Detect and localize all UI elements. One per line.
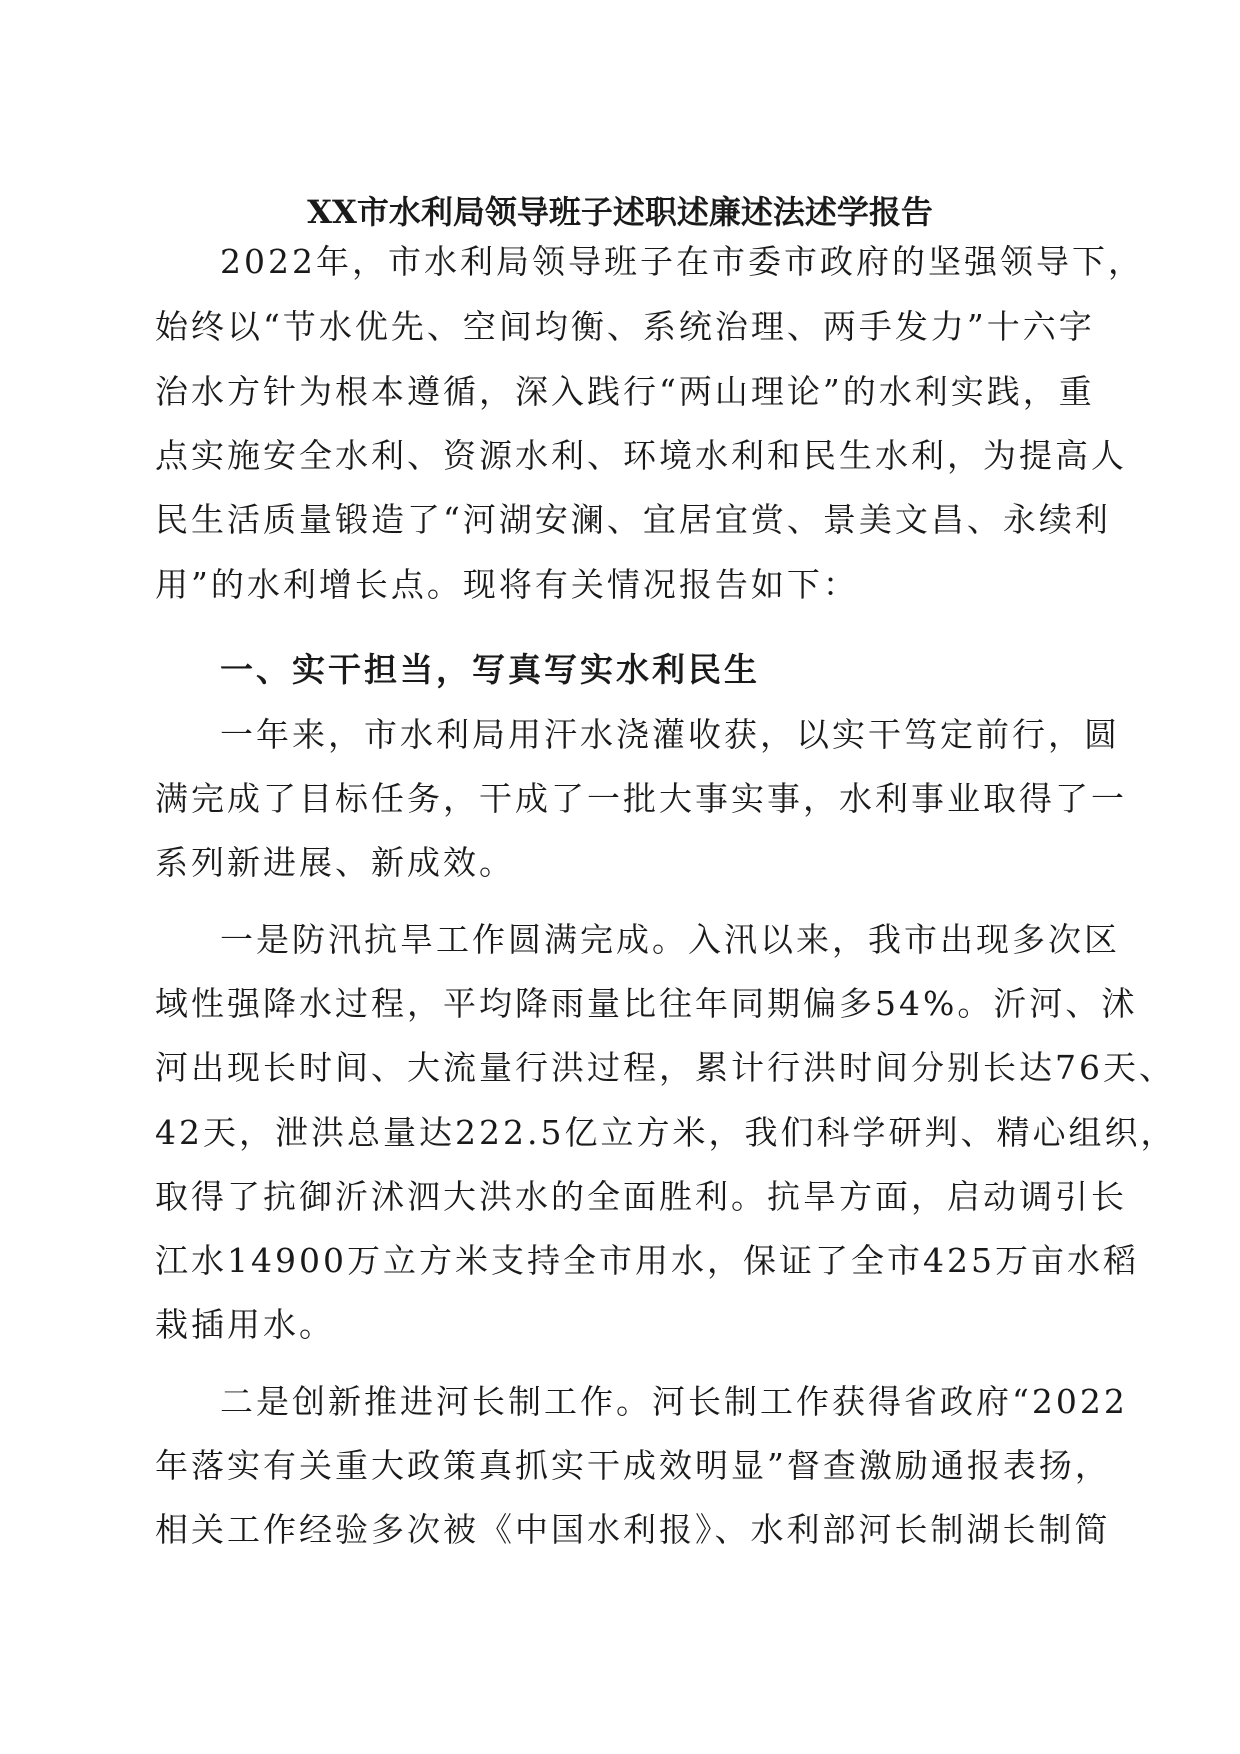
paragraph-3-line-1: 一是防汛抗旱工作圆满完成。入汛以来，我市出现多次区: [220, 920, 1120, 959]
paragraph-2-line-3: 系列新进展、新成效。: [155, 843, 515, 882]
paragraph-1-line-4: 点实施安全水利、资源水利、环境水利和民生水利，为提高人: [155, 436, 1127, 475]
paragraph-4-line-2: 年落实有关重大政策真抓实干成效明显”督查激励通报表扬，: [155, 1446, 1111, 1485]
paragraph-3-line-7: 栽插用水。: [155, 1305, 335, 1344]
paragraph-1-line-6: 用”的水利增长点。现将有关情况报告如下：: [155, 565, 859, 604]
paragraph-3-line-4: 42天，泄洪总量达222.5亿立方米，我们科学研判、精心组织，: [155, 1113, 1177, 1152]
paragraph-2-line-2: 满完成了目标任务，干成了一批大事实事，水利事业取得了一: [155, 779, 1127, 818]
paragraph-1-line-3: 治水方针为根本遵循，深入践行“两山理论”的水利实践，重: [155, 372, 1095, 411]
paragraph-1-line-2: 始终以“节水优先、空间均衡、系统治理、两手发力”十六字: [155, 307, 1095, 346]
paragraph-3-line-6: 江水14900万立方米支持全市用水，保证了全市425万亩水稻: [155, 1241, 1139, 1280]
paragraph-3-line-3: 河出现长时间、大流量行洪过程，累计行洪时间分别长达76天、: [155, 1048, 1175, 1087]
document-title: XX市水利局领导班子述职述廉述法述学报告: [307, 193, 933, 231]
paragraph-3-line-5: 取得了抗御沂沭泗大洪水的全面胜利。抗旱方面，启动调引长: [155, 1177, 1127, 1216]
paragraph-4-line-3: 相关工作经验多次被《中国水利报》、水利部河长制湖长制简: [155, 1510, 1111, 1549]
paragraph-1-line-5: 民生活质量锻造了“河湖安澜、宜居宜赏、景美文昌、永续利: [155, 500, 1111, 539]
paragraph-4-line-1: 二是创新推进河长制工作。河长制工作获得省政府“2022: [220, 1382, 1128, 1421]
paragraph-1-line-1: 2022年，市水利局领导班子在市委市政府的坚强领导下，: [220, 242, 1144, 281]
paragraph-2-line-1: 一年来，市水利局用汗水浇灌收获，以实干笃定前行，圆: [220, 715, 1120, 754]
section-1-heading: 一、实干担当，写真写实水利民生: [220, 650, 760, 689]
paragraph-3-line-2: 域性强降水过程，平均降雨量比往年同期偏多54%。沂河、沭: [155, 984, 1138, 1023]
